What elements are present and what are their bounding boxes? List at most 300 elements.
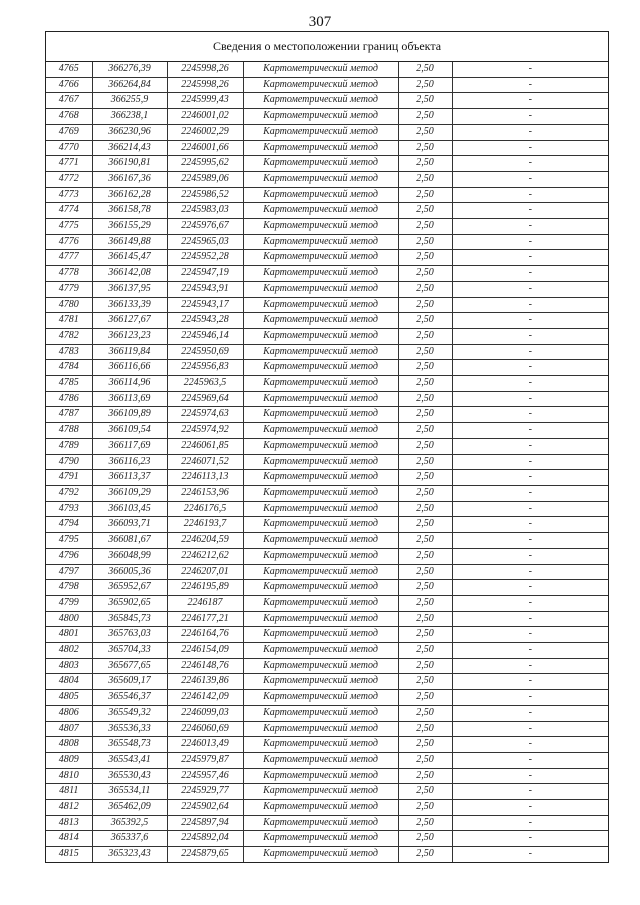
table-row — [46, 438, 608, 454]
note-cell: - — [452, 328, 608, 344]
y-coordinate-cell: 2246193,7 — [167, 517, 243, 533]
table-row — [46, 815, 608, 831]
point-number-cell: 4810 — [46, 768, 92, 784]
point-number-cell: 4790 — [46, 454, 92, 470]
y-coordinate-cell: 2245979,87 — [167, 752, 243, 768]
method-cell: Картометрический метод — [243, 281, 398, 297]
x-coordinate-cell: 366114,96 — [92, 376, 167, 392]
x-coordinate-cell: 366109,29 — [92, 485, 167, 501]
point-number-cell: 4815 — [46, 847, 92, 862]
accuracy-cell: 2,50 — [398, 109, 452, 125]
table-row — [46, 800, 608, 816]
point-number-cell: 4774 — [46, 203, 92, 219]
y-coordinate-cell: 2245963,5 — [167, 376, 243, 392]
note-cell: - — [452, 187, 608, 203]
y-coordinate-cell: 2245947,19 — [167, 266, 243, 282]
x-coordinate-cell: 366155,29 — [92, 219, 167, 235]
y-coordinate-cell: 2246071,52 — [167, 454, 243, 470]
point-number-cell: 4800 — [46, 611, 92, 627]
method-cell: Картометрический метод — [243, 705, 398, 721]
y-coordinate-cell: 2245950,69 — [167, 344, 243, 360]
x-coordinate-cell: 365543,41 — [92, 752, 167, 768]
accuracy-cell: 2,50 — [398, 234, 452, 250]
y-coordinate-cell: 2245998,26 — [167, 77, 243, 93]
table-row — [46, 548, 608, 564]
y-coordinate-cell: 2246013,49 — [167, 737, 243, 753]
table-row — [46, 611, 608, 627]
method-cell: Картометрический метод — [243, 674, 398, 690]
point-number-cell: 4782 — [46, 328, 92, 344]
note-cell: - — [452, 533, 608, 549]
point-number-cell: 4769 — [46, 124, 92, 140]
y-coordinate-cell: 2246139,86 — [167, 674, 243, 690]
table-row — [46, 627, 608, 643]
point-number-cell: 4791 — [46, 470, 92, 486]
method-cell: Картометрический метод — [243, 752, 398, 768]
accuracy-cell: 2,50 — [398, 643, 452, 659]
x-coordinate-cell: 366109,54 — [92, 423, 167, 439]
x-coordinate-cell: 365763,03 — [92, 627, 167, 643]
point-number-cell: 4775 — [46, 219, 92, 235]
accuracy-cell: 2,50 — [398, 187, 452, 203]
table-row — [46, 376, 608, 392]
accuracy-cell: 2,50 — [398, 737, 452, 753]
accuracy-cell: 2,50 — [398, 784, 452, 800]
method-cell: Картометрический метод — [243, 784, 398, 800]
note-cell: - — [452, 548, 608, 564]
method-cell: Картометрический метод — [243, 423, 398, 439]
method-cell: Картометрический метод — [243, 485, 398, 501]
accuracy-cell: 2,50 — [398, 62, 452, 77]
note-cell: - — [528, 848, 532, 860]
table-row — [46, 423, 608, 439]
x-coordinate-cell: 365392,5 — [92, 815, 167, 831]
note-cell: - — [452, 234, 608, 250]
x-coordinate-cell: 366116,23 — [92, 454, 167, 470]
x-coordinate-cell: 365337,6 — [92, 831, 167, 847]
table-row — [46, 643, 608, 659]
x-coordinate-cell: 366116,66 — [92, 360, 167, 376]
point-number-cell: 4789 — [46, 438, 92, 454]
note-cell: - — [452, 595, 608, 611]
x-coordinate-cell: 365530,43 — [92, 768, 167, 784]
note-cell: - — [452, 124, 608, 140]
point-number-cell: 4803 — [46, 658, 92, 674]
x-coordinate-cell: 366214,43 — [92, 140, 167, 156]
point-number-cell: 4801 — [46, 627, 92, 643]
method-cell: Картометрический метод — [243, 77, 398, 93]
table-row — [46, 187, 608, 203]
x-coordinate-cell: 366093,71 — [92, 517, 167, 533]
y-coordinate-cell: 2245956,83 — [167, 360, 243, 376]
accuracy-cell: 2,50 — [398, 815, 452, 831]
accuracy-cell: 2,50 — [398, 423, 452, 439]
accuracy-cell: 2,50 — [398, 501, 452, 517]
table-row — [46, 109, 608, 125]
accuracy-cell: 2,50 — [398, 250, 452, 266]
accuracy-cell: 2,50 — [398, 533, 452, 549]
method-cell: Картометрический метод — [243, 800, 398, 816]
method-cell: Картометрический метод — [243, 407, 398, 423]
point-number-cell: 4795 — [46, 533, 92, 549]
table-row — [46, 171, 608, 187]
y-coordinate-cell: 2246002,29 — [167, 124, 243, 140]
table-row — [46, 93, 608, 109]
x-coordinate-cell: 366117,69 — [92, 438, 167, 454]
point-number-cell: 4802 — [46, 643, 92, 659]
accuracy-cell: 2,50 — [398, 344, 452, 360]
method-cell: Картометрический метод — [243, 721, 398, 737]
table-row — [46, 533, 608, 549]
table-row — [46, 580, 608, 596]
accuracy-cell: 2,50 — [398, 360, 452, 376]
page-number: 307 — [308, 14, 332, 30]
table-row — [46, 517, 608, 533]
x-coordinate-cell: 366127,67 — [92, 313, 167, 329]
method-cell: Картометрический метод — [243, 203, 398, 219]
method-cell: Картометрический метод — [243, 658, 398, 674]
y-coordinate-cell: 2245892,04 — [167, 831, 243, 847]
coordinates-table — [46, 62, 608, 862]
accuracy-cell: 2,50 — [398, 407, 452, 423]
table-row — [46, 250, 608, 266]
note-cell: - — [452, 219, 608, 235]
note-cell: - — [452, 376, 608, 392]
y-coordinate-cell: 2246195,89 — [167, 580, 243, 596]
accuracy-cell: 2,50 — [398, 752, 452, 768]
table-row — [46, 564, 608, 580]
accuracy-cell: 2,50 — [398, 548, 452, 564]
method-cell: Картометрический метод — [243, 831, 398, 847]
point-number-cell: 4813 — [46, 815, 92, 831]
y-coordinate-cell: 2246164,76 — [167, 627, 243, 643]
note-cell: - — [452, 391, 608, 407]
note-cell: - — [452, 470, 608, 486]
note-cell: - — [452, 156, 608, 172]
method-cell: Картометрический метод — [243, 815, 398, 831]
y-coordinate-cell: 2246142,09 — [167, 690, 243, 706]
method-cell: Картометрический метод — [243, 219, 398, 235]
note-cell: - — [452, 203, 608, 219]
accuracy-cell: 2,50 — [398, 328, 452, 344]
y-coordinate-cell: 2246148,76 — [167, 658, 243, 674]
method-cell: Картометрический метод — [243, 517, 398, 533]
table-row — [46, 124, 608, 140]
accuracy-cell: 2,50 — [398, 93, 452, 109]
x-coordinate-cell: 366162,28 — [92, 187, 167, 203]
method-cell: Картометрический метод — [243, 611, 398, 627]
method-cell: Картометрический метод — [243, 297, 398, 313]
accuracy-cell: 2,50 — [398, 721, 452, 737]
x-coordinate-cell: 366048,99 — [92, 548, 167, 564]
x-coordinate-cell: 366137,95 — [92, 281, 167, 297]
table-row — [46, 156, 608, 172]
note-cell: - — [452, 643, 608, 659]
accuracy-cell: 2,50 — [398, 580, 452, 596]
point-number-cell: 4807 — [46, 721, 92, 737]
method-cell: Картометрический метод — [243, 564, 398, 580]
table-row — [46, 658, 608, 674]
note-cell: - — [452, 658, 608, 674]
method-cell: Картометрический метод — [243, 768, 398, 784]
method-cell: Картометрический метод — [243, 643, 398, 659]
point-number-cell: 4794 — [46, 517, 92, 533]
x-coordinate-cell: 365548,73 — [92, 737, 167, 753]
note-cell: - — [452, 752, 608, 768]
note-cell: - — [452, 93, 608, 109]
accuracy-cell: 2,50 — [398, 674, 452, 690]
x-coordinate-cell: 366167,36 — [92, 171, 167, 187]
point-number-cell: 4796 — [46, 548, 92, 564]
note-cell: - — [452, 784, 608, 800]
point-number-cell: 4812 — [46, 800, 92, 816]
method-cell: Картометрический метод — [243, 548, 398, 564]
table-body — [46, 62, 608, 862]
table-row — [46, 328, 608, 344]
table-row — [46, 219, 608, 235]
y-coordinate-cell: 2245952,28 — [167, 250, 243, 266]
x-coordinate-cell: 365462,09 — [92, 800, 167, 816]
point-number-cell: 4814 — [46, 831, 92, 847]
x-coordinate-cell: 365677,65 — [92, 658, 167, 674]
method-cell: Картометрический метод — [243, 344, 398, 360]
point-number-cell: 4766 — [46, 77, 92, 93]
y-coordinate-cell: 2246153,96 — [167, 485, 243, 501]
x-coordinate-cell: 366158,78 — [92, 203, 167, 219]
note-cell: - — [452, 800, 608, 816]
point-number-cell: 4792 — [46, 485, 92, 501]
y-coordinate-cell: 2246207,01 — [167, 564, 243, 580]
note-cell: - — [452, 423, 608, 439]
x-coordinate-cell: 366109,89 — [92, 407, 167, 423]
accuracy-cell: 2,50 — [398, 156, 452, 172]
y-coordinate-cell: 2245943,28 — [167, 313, 243, 329]
x-coordinate-cell: 365845,73 — [92, 611, 167, 627]
y-coordinate-cell: 2245974,63 — [167, 407, 243, 423]
table-row — [46, 485, 608, 501]
point-number-cell: 4804 — [46, 674, 92, 690]
point-number-cell: 4773 — [46, 187, 92, 203]
table-row — [46, 297, 608, 313]
accuracy-cell: 2,50 — [398, 690, 452, 706]
accuracy-cell: 2,50 — [398, 171, 452, 187]
point-number-cell: 4781 — [46, 313, 92, 329]
y-coordinate-cell: 2246187 — [167, 595, 243, 611]
method-cell: Картометрический метод — [243, 737, 398, 753]
x-coordinate-cell: 365323,43 — [92, 847, 167, 862]
method-cell: Картометрический метод — [243, 847, 398, 862]
accuracy-cell: 2,50 — [398, 847, 452, 862]
note-cell: - — [452, 171, 608, 187]
accuracy-cell: 2,50 — [398, 376, 452, 392]
method-cell: Картометрический метод — [243, 328, 398, 344]
y-coordinate-cell: 2245879,65 — [167, 847, 243, 862]
accuracy-cell: 2,50 — [398, 485, 452, 501]
method-cell: Картометрический метод — [243, 627, 398, 643]
accuracy-cell: 2,50 — [398, 705, 452, 721]
note-cell: - — [452, 517, 608, 533]
x-coordinate-cell: 366123,23 — [92, 328, 167, 344]
accuracy-cell: 2,50 — [398, 595, 452, 611]
x-coordinate-cell: 365952,67 — [92, 580, 167, 596]
y-coordinate-cell: 2245902,64 — [167, 800, 243, 816]
y-coordinate-cell: 2246060,69 — [167, 721, 243, 737]
x-coordinate-cell: 366081,67 — [92, 533, 167, 549]
note-cell: - — [452, 815, 608, 831]
point-number-cell: 4787 — [46, 407, 92, 423]
x-coordinate-cell: 366255,9 — [92, 93, 167, 109]
method-cell: Картометрический метод — [243, 501, 398, 517]
point-number-cell: 4788 — [46, 423, 92, 439]
y-coordinate-cell: 2245943,91 — [167, 281, 243, 297]
y-coordinate-cell: 2245974,92 — [167, 423, 243, 439]
y-coordinate-cell: 2246177,21 — [167, 611, 243, 627]
x-coordinate-cell: 365902,65 — [92, 595, 167, 611]
x-coordinate-cell: 365536,33 — [92, 721, 167, 737]
note-cell: - — [452, 485, 608, 501]
table-row — [46, 234, 608, 250]
x-coordinate-cell: 366145,47 — [92, 250, 167, 266]
note-cell: - — [452, 77, 608, 93]
x-coordinate-cell: 365609,17 — [92, 674, 167, 690]
y-coordinate-cell: 2245897,94 — [167, 815, 243, 831]
method-cell: Картометрический метод — [243, 580, 398, 596]
method-cell: Картометрический метод — [243, 454, 398, 470]
table-row — [46, 847, 608, 862]
accuracy-cell: 2,50 — [398, 658, 452, 674]
point-number-cell: 4780 — [46, 297, 92, 313]
x-coordinate-cell: 366005,36 — [92, 564, 167, 580]
point-number-cell: 4779 — [46, 281, 92, 297]
accuracy-cell: 2,50 — [398, 470, 452, 486]
note-cell: - — [452, 611, 608, 627]
note-cell: - — [452, 768, 608, 784]
y-coordinate-cell: 2245983,03 — [167, 203, 243, 219]
method-cell: Картометрический метод — [243, 470, 398, 486]
y-coordinate-cell: 2245995,62 — [167, 156, 243, 172]
note-cell: - — [452, 831, 608, 847]
accuracy-cell: 2,50 — [398, 203, 452, 219]
accuracy-cell: 2,50 — [398, 297, 452, 313]
table-row — [46, 752, 608, 768]
point-number-cell: 4771 — [46, 156, 92, 172]
method-cell: Картометрический метод — [243, 266, 398, 282]
method-cell: Картометрический метод — [243, 140, 398, 156]
method-cell: Картометрический метод — [243, 438, 398, 454]
point-number-cell: 4783 — [46, 344, 92, 360]
method-cell: Картометрический метод — [243, 187, 398, 203]
note-cell: - — [452, 501, 608, 517]
table-row — [46, 470, 608, 486]
x-coordinate-cell: 366113,69 — [92, 391, 167, 407]
table-row — [46, 391, 608, 407]
x-coordinate-cell: 366264,84 — [92, 77, 167, 93]
x-coordinate-cell: 366113,37 — [92, 470, 167, 486]
method-cell: Картометрический метод — [243, 124, 398, 140]
note-cell: - — [452, 690, 608, 706]
table-row — [46, 454, 608, 470]
table-row — [46, 768, 608, 784]
point-number-cell: 4811 — [46, 784, 92, 800]
point-number-cell: 4808 — [46, 737, 92, 753]
y-coordinate-cell: 2245943,17 — [167, 297, 243, 313]
table-row — [46, 784, 608, 800]
table-row — [46, 77, 608, 93]
y-coordinate-cell: 2246176,5 — [167, 501, 243, 517]
table-row — [46, 140, 608, 156]
x-coordinate-cell: 365534,11 — [92, 784, 167, 800]
note-cell: - — [452, 564, 608, 580]
x-coordinate-cell: 366119,84 — [92, 344, 167, 360]
x-coordinate-cell: 365546,37 — [92, 690, 167, 706]
boundary-table — [45, 31, 609, 863]
y-coordinate-cell: 2245998,26 — [167, 62, 243, 77]
note-cell: - — [452, 313, 608, 329]
y-coordinate-cell: 2245999,43 — [167, 93, 243, 109]
method-cell: Картометрический метод — [243, 533, 398, 549]
note-cell: - — [452, 674, 608, 690]
note-cell: - — [452, 454, 608, 470]
note-cell: - — [452, 140, 608, 156]
note-cell: - — [452, 297, 608, 313]
note-cell: - — [452, 580, 608, 596]
table-row — [46, 407, 608, 423]
x-coordinate-cell: 366238,1 — [92, 109, 167, 125]
x-coordinate-cell: 365549,32 — [92, 705, 167, 721]
point-number-cell: 4806 — [46, 705, 92, 721]
accuracy-cell: 2,50 — [398, 313, 452, 329]
y-coordinate-cell: 2246099,03 — [167, 705, 243, 721]
accuracy-cell: 2,50 — [398, 768, 452, 784]
accuracy-cell: 2,50 — [398, 564, 452, 580]
accuracy-cell: 2,50 — [398, 800, 452, 816]
table-row — [46, 313, 608, 329]
method-cell: Картометрический метод — [243, 595, 398, 611]
method-cell: Картометрический метод — [243, 250, 398, 266]
accuracy-cell: 2,50 — [398, 219, 452, 235]
y-coordinate-cell: 2245946,14 — [167, 328, 243, 344]
method-cell: Картометрический метод — [243, 234, 398, 250]
point-number-cell: 4777 — [46, 250, 92, 266]
note-cell: - — [452, 721, 608, 737]
method-cell: Картометрический метод — [243, 376, 398, 392]
table-row — [46, 62, 608, 77]
table-row — [46, 281, 608, 297]
note-cell: - — [452, 360, 608, 376]
y-coordinate-cell: 2245989,06 — [167, 171, 243, 187]
y-coordinate-cell: 2246212,62 — [167, 548, 243, 564]
x-coordinate-cell: 365704,33 — [92, 643, 167, 659]
method-cell: Картометрический метод — [243, 156, 398, 172]
method-cell: Картометрический метод — [243, 109, 398, 125]
table-title: Сведения о местоположении границ объекта — [46, 32, 608, 62]
y-coordinate-cell: 2245957,46 — [167, 768, 243, 784]
note-cell: - — [452, 250, 608, 266]
point-number-cell: 4805 — [46, 690, 92, 706]
y-coordinate-cell: 2245976,67 — [167, 219, 243, 235]
y-coordinate-cell: 2245965,03 — [167, 234, 243, 250]
y-coordinate-cell: 2246061,85 — [167, 438, 243, 454]
note-cell: - — [452, 705, 608, 721]
y-coordinate-cell: 2246001,66 — [167, 140, 243, 156]
x-coordinate-cell: 366276,39 — [92, 62, 167, 77]
point-number-cell: 4768 — [46, 109, 92, 125]
point-number-cell: 4797 — [46, 564, 92, 580]
x-coordinate-cell: 366230,96 — [92, 124, 167, 140]
table-row — [46, 831, 608, 847]
method-cell: Картометрический метод — [243, 62, 398, 77]
y-coordinate-cell: 2246154,09 — [167, 643, 243, 659]
